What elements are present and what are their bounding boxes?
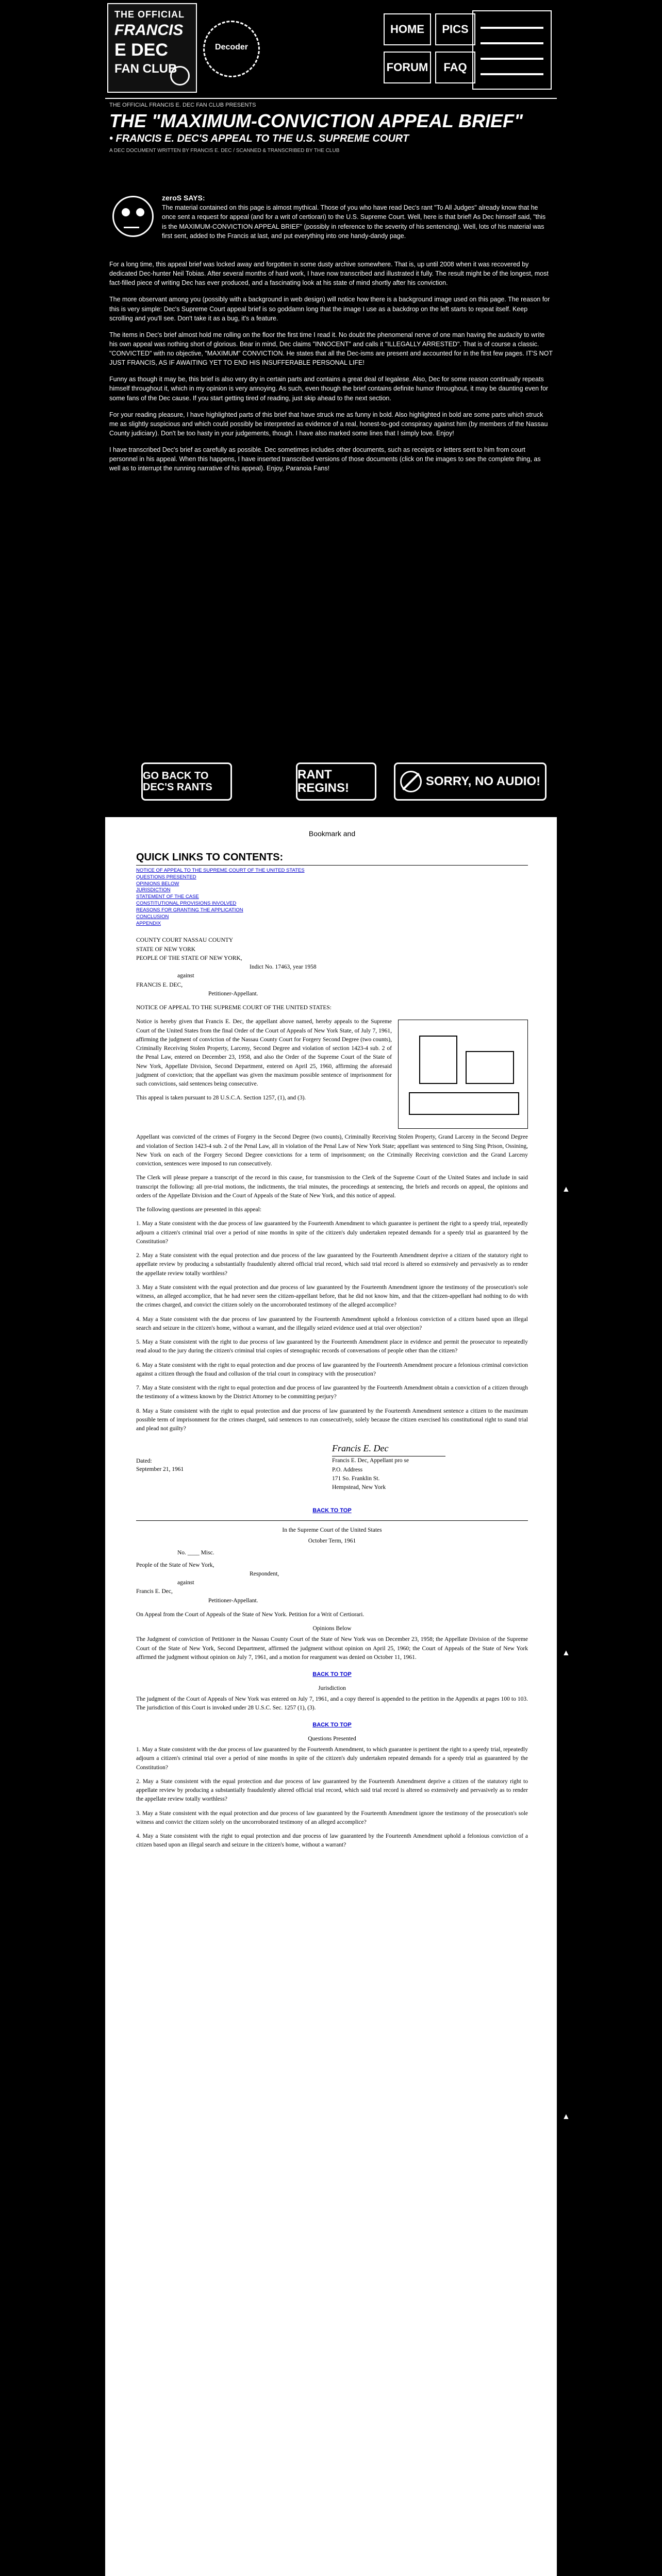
second-caption <box>136 1526 528 1605</box>
caption-line: COUNTY COURT NASSAU COUNTY <box>136 937 234 944</box>
mascot-eye <box>122 208 130 216</box>
opinions-text: The Judgment of conviction of Petitioner in the Nassau County Court of the State of New York was on December 23, 1958; the Appellate Division of the Supreme Court of the State of New York, Second Department, affirmed the judgment without opinion on April 25, 1960; the Court of Appeals of the State of New York affirmed the judgment without opinion on July 7, 1961, and a motion for reargument was denied on October 11, 1961. <box>136 1636 528 1660</box>
court-caption <box>136 936 528 998</box>
site-header <box>105 0 557 99</box>
header-graphic <box>472 10 552 90</box>
caption-line: No. ____ Misc. <box>177 1550 214 1556</box>
sketch-figure <box>419 1036 457 1084</box>
logo-line2: FRANCIS <box>114 22 184 39</box>
caption-line: Respondent, <box>250 1570 279 1577</box>
signature-block <box>332 1456 445 1492</box>
notice-paragraph: This appeal is taken pursuant to 28 U.S.C.A. Section 1257, (1), and (3). <box>136 1095 306 1101</box>
notice-paragraph: Appellant was convicted of the crimes of Forgery in the Second Degree (two counts), Criminally Receiving Stolen Property, Grand Larceny in the Second Degree and violation of Section 1423-4 sub. 2 of the Penal Law, all in violation of the Penal Law of New York State; appellant was sentenced to Sing Sing Prison, Ossining, New York on each of the Forgery Second Degree convictions for a term of imprisonment; on the Criminally Receiving conviction and the Grand Larceny conviction, sentences were imposed to run consecutively. <box>136 1134 528 1167</box>
rant-begins-button[interactable]: RANT REGINS! <box>296 762 376 801</box>
page-byline: A DEC DOCUMENT WRITTEN BY FRANCIS E. DEC / SCANNED & TRANSCRIBED BY THE CLUB <box>109 148 340 154</box>
signature-line: Hempstead, New York <box>332 1484 386 1491</box>
question-item: 2. May a State consistent with the equal protection and due process of law guaranteed by the Fourteenth Amendment deprive a citizen of the statutory right to appellate review by producing a substantially fraudulently altered official trial record, which said trial record is altered so extensively and pervasively as to render the appellate review totally worthless? <box>136 1778 528 1803</box>
caption-line: FRANCIS E. DEC, <box>136 981 183 988</box>
intro-section <box>105 188 557 754</box>
question-item: 7. May a State consistent with the right to equal protection and due process of law guaranteed by the Fourteenth Amendment obtain a conviction of a citizen through the testimony of a witness known by the District Attorney to be committing perjury? <box>136 1385 528 1400</box>
signature: Francis E. Dec <box>332 1443 389 1454</box>
signature-area <box>136 1442 528 1498</box>
divider <box>136 1520 528 1521</box>
courtroom-sketch-image[interactable] <box>398 1020 528 1129</box>
quick-link[interactable]: STATEMENT OF THE CASE <box>136 894 199 900</box>
question-item: 2. May a State consistent with the equal protection and due process of the law guaranteed by the Fourteenth Amendment deprive a citizen of the statutory right to appellate review by producing a substantially fraudulently altered official trial record, which said trial record is altered so extensively and pervasively as to render the appellate review totally worthless? <box>136 1252 528 1277</box>
dated-value: September 21, 1961 <box>136 1466 184 1473</box>
intro-paragraph: The more observant among you (possibly with a background in web design) will notice how there is a background image used on this page. The reason for this is very simple: Dec's Supreme Court appeal brief is so goddamn long that the image I use as a backdrop on the left starts to repeat itself. Keep scrolling and you'll see. Don't take it as a bug, it's a feature. <box>109 296 550 322</box>
back-to-top-link[interactable]: BACK TO TOP <box>312 1722 352 1728</box>
caption-line: PEOPLE OF THE STATE OF NEW YORK, <box>136 955 242 961</box>
question-item: 1. May a State consistent with the due process of law guaranteed by the Fourteenth Amendment to which guarantee is pertinent the right to a speedy trial, repeatedly adjourn a citizen's criminal trial over a period of nine months in spite of the citizen's duly undertaken repeated demands for a speedy trial as guaranteed by the Constitution? <box>136 1221 528 1245</box>
caption-line: October Term, 1961 <box>308 1538 356 1545</box>
page-subtitle: • FRANCIS E. DEC'S APPEAL TO THE U.S. SUPREME COURT <box>109 133 409 144</box>
notice-paragraph: Notice is hereby given that Francis E. Dec, the appellant above named, hereby appeals to the Supreme Court of the United States from the final Order of the Court of Appeals of New York State, of July 7, 1961, affirming the judgment of conviction of the Nassau County Court for Forgery Second Degree (two counts), Criminally Receiving Stolen Property, Larceny, Second Degree and violation of section 1423-4 sub. 2 of the Penal Law, entered on December 23, 1958, and also the Order of the Supreme Court of the State of New York, Appellate Division, Second Department, entered on April 25, 1960, affirming the aforesaid judgment of conviction; that the appellant was given the maximum possible sentence of imprisonment for such convictions, said sentences being consecutive. <box>136 1019 392 1088</box>
intro-paragraph: Funny as though it may be, this brief is also very dry in certain parts and contains a great deal of legalese. Also, Dec for some reason continually repeats himself throughout it, which in my opinion is very annoying. As such, even though the brief contains definite humor throughout, it may be daunting even for some fans of the Dec cause. If you start getting tired of reading, just skip ahead to the next section. <box>109 376 549 402</box>
intro-paragraph: For your reading pleasure, I have highlighted parts of this brief that have struck me as funny in bold. Also highlighted in bold are some parts which struck me as slightly suspicious and which could possibly be interpreted as evidence of a real, honest-to-god conspiracy against him (by members of the Nassau County judiciary). Don't be too hasty in your judgements, though. I have also marked some lines that I simply love. Enjoy! <box>109 411 548 437</box>
question-item: 4. May a State consistent with the due process of law guaranteed by the Fourteenth Amendment uphold a felonious conviction of a citizen based upon an illegal search and seizure in the citizen's home, without a warrant, and the illegally seized evidence used at trial over objection? <box>136 1316 528 1331</box>
logo-line1: THE OFFICIAL <box>114 9 185 20</box>
caption-line: Petitioner-Appellant. <box>208 990 258 997</box>
no-audio-icon <box>400 771 422 792</box>
caption-line: People of the State of New York, <box>136 1562 214 1568</box>
quick-links-title: QUICK LINKS TO CONTENTS: <box>136 850 528 866</box>
logo-circle-icon <box>170 66 190 86</box>
signature-line: Francis E. Dec, Appellant pro se <box>332 1458 409 1464</box>
header-graphic-bar <box>481 58 543 60</box>
nav-pics[interactable]: PICS <box>435 13 475 45</box>
no-audio-button[interactable] <box>394 762 547 801</box>
intro-body <box>109 260 553 480</box>
logo-line3: E DEC <box>114 40 168 60</box>
notice-title: NOTICE OF APPEAL TO THE SUPREME COURT OF THE UNITED STATES: <box>136 1005 332 1011</box>
page-title: THE "MAXIMUM-CONVICTION APPEAL BRIEF" <box>109 110 523 131</box>
question-item: 4. May a State consistent with the right to equal protection and due process of law guaranteed by the Fourteenth Amendment uphold a felonious conviction of a citizen based upon an illegal search and seizure in the citizen's home, without a warrant? <box>136 1833 528 1849</box>
intro-paragraph: The items in Dec's brief almost hold me rolling on the floor the first time I read it. No doubt the phenomenal nerve of one man having the audacity to write his own appeal was nothing short of glorious. Bear in mind, Dec claims "INNOCENT" and calls it "ILLEGALLY ARRESTED". That is of course a classic. "CONVICTED" with no objective, "MAXIMUM" CONVICTION. He states that all the Dec-isms are present and accounted for in the first few pages. IT'S NOT JUST FRANCIS, AS IF AWAITING YET TO END HIS INSUFFERABLE PERSONAL LIFE! <box>109 331 553 367</box>
scroll-up-arrow-icon[interactable]: ▲ <box>562 1649 570 1657</box>
editor-note <box>162 193 551 241</box>
question-item: 3. May a State consistent with the equal protection and due process of law guaranteed by the Fourteenth Amendment ignore the testimony of the prosecution's sole witness and convict the citizen solely on the uncorroborated testimony of an alleged accomplice? <box>136 1810 528 1825</box>
quick-link[interactable]: CONCLUSION <box>136 913 169 920</box>
mascot-eye <box>136 208 144 216</box>
caption-line: In the Supreme Court of the United States <box>282 1527 382 1533</box>
caption-line: STATE OF NEW YORK <box>136 946 196 953</box>
quick-link[interactable]: OPINIONS BELOW <box>136 880 179 887</box>
editor-name: zeroS SAYS: <box>162 194 205 202</box>
signature-line: P.O. Address <box>332 1466 363 1473</box>
site-logo[interactable] <box>107 3 197 93</box>
caption-line: Francis E. Dec, <box>136 1588 173 1595</box>
question-item: 8. May a State consistent with the right to equal protection and due process of law guaranteed by the Fourteenth Amendment sentence a citizen to the maximum possible term of imprisonment for the crimes charged, said sentences to run consecutively, solely because the citizen exercised his constitutional right to stand trial and plead not guilty? <box>136 1408 528 1432</box>
page-tagline: THE OFFICIAL FRANCIS E. DEC FAN CLUB PRESENTS <box>109 102 256 108</box>
notice-paragraph: The following questions are presented in this appeal: <box>136 1207 262 1213</box>
back-to-top-link[interactable]: BACK TO TOP <box>312 1671 352 1678</box>
brief-document <box>105 817 557 2576</box>
brief-content <box>136 822 528 1855</box>
back-to-top-link[interactable]: BACK TO TOP <box>312 1507 352 1514</box>
jurisdiction-title: Jurisdiction <box>318 1685 346 1691</box>
button-row <box>105 757 557 814</box>
sketch-figure <box>466 1051 514 1084</box>
logo-line4: FAN CLUB <box>114 62 177 76</box>
signature-line: 171 So. Franklin St. <box>332 1475 380 1482</box>
quick-links-list <box>136 868 528 927</box>
petition-line: On Appeal from the Court of Appeals of the State of New York. Petition for a Writ of Certiorari. <box>136 1611 365 1618</box>
header-graphic-bar <box>481 27 543 29</box>
nav-forum[interactable]: FORUM <box>384 52 431 83</box>
dated-label: Dated: <box>136 1458 152 1465</box>
title-section <box>105 100 557 188</box>
questions-title: Questions Presented <box>308 1735 356 1742</box>
question-item: 5. May a State consistent with the right to due process of law guaranteed by the Fourteenth Amendment place in evidence and permit the prosecutor to repeatedly read aloud to the jury during the citizen's criminal trial copies of stenographic records of conversations of people other than the citizen? <box>136 1339 528 1354</box>
mascot-icon <box>107 191 157 252</box>
caption-line: against <box>177 1580 194 1586</box>
caption-line: against <box>177 973 194 979</box>
intro-paragraph: For a long time, this appeal brief was locked away and forgotten in some dusty archive somewhere. That is, up until 2008 when it was recovered by dedicated Dec-hunter Neil Tobias. After several months of hard work, I have now transcribed and illustrated it fully. The result might be of the longest, most fact-filled piece of writing Dec has ever produced, and a fascinating look at his state of mind shortly after his conviction. <box>109 261 549 287</box>
editor-note-text: The material contained on this page is almost mythical. Those of you who have read Dec's rant "To All Judges" already know that he once sent a request for appeal (and for a writ of certiorari) to the U.S. Supreme Court. Well, here is that brief! As Dec himself said, "this is the MAXIMUM-CONVICTION APPEAL BRIEF" (possibly in reference to the severity of his sentencing). Well, lots of his material was first sent, added to the Francis at last, and put everything into one handy-dandy page. <box>162 204 546 240</box>
caption-line: Indict No. 17463, year 1958 <box>250 964 317 971</box>
question-item: 3. May a State consistent with the equal protection and due process of law guaranteed by the Fourteenth Amendment ignore the testimony of the prosecution's sole witness, an alleged accomplice, that he had never seen the citizen-appellant before, that he did not know him, and that the citizen-appellant had nothing to do with the crimes charged, and convict the citizen solely on the uncorroborated testimony of the alleged accomplice? <box>136 1284 528 1309</box>
sketch-figure <box>409 1092 519 1115</box>
quick-link[interactable]: CONSTITUTIONAL PROVISIONS INVOLVED <box>136 901 237 907</box>
badge-label: Decoder <box>214 43 249 52</box>
scroll-up-arrow-icon[interactable]: ▲ <box>562 2112 570 2121</box>
header-graphic-bar <box>481 73 543 75</box>
caption-line: Petitioner-Appellant. <box>208 1597 258 1604</box>
nav-home[interactable]: HOME <box>384 13 431 45</box>
quick-link[interactable]: JURISDICTION <box>136 887 171 893</box>
intro-paragraph: I have transcribed Dec's brief as carefully as possible. Dec sometimes includes other documents, such as receipts or letters sent to him from court personnel in his appeal. When this happens, I have inserted transcribed versions of those documents (click on the images to see the complete thing, as well as to interrupt the running narrative of his appeal). Enjoy, Paranoia Fans! <box>109 446 541 472</box>
scroll-up-arrow-icon[interactable]: ▲ <box>562 1185 570 1194</box>
quick-link[interactable]: NOTICE OF APPEAL TO THE SUPREME COURT OF THE UNITED STATES <box>136 868 305 873</box>
header-graphic-bar <box>481 42 543 44</box>
quick-link[interactable]: REASONS FOR GRANTING THE APPLICATION <box>136 907 243 913</box>
decoder-badge[interactable] <box>203 21 260 77</box>
opinions-title: Opinions Below <box>312 1625 352 1632</box>
notice-paragraph: The Clerk will please prepare a transcript of the record in this cause, for transmission to the Clerk of the Supreme Court of the United States and include in said transcript the following: all pre-trial motions, the indictments, the trial minutes, the proceedings at sentencing, the briefs and records on appeal, the opinions and orders of the Appellate Division and the Court of Appeals of the State of New York, and this notice of appeal. <box>136 1175 528 1199</box>
back-to-rants-button[interactable]: GO BACK TO DEC'S RANTS <box>141 762 232 801</box>
nav-faq[interactable]: FAQ <box>435 52 475 83</box>
question-item: 1. May a State consistent with the due process of law guaranteed by the Fourteenth Amendment, to which guarantee is pertinent the right to a speedy trial, repeatedly adjourn a citizen's criminal trial over a period of nine months in spite of the citizen's duly undertaken repeated demands for a speedy trial as guaranteed by the Constitution? <box>136 1747 528 1771</box>
no-audio-label: SORRY, NO AUDIO! <box>425 774 541 788</box>
question-item: 6. May a State consistent with the right to equal protection and due process of law guaranteed by the Fourteenth Amendment procure a felonious criminal conviction against a citizen through the fraud and collusion of the trial court in conspiracy with the prosecution? <box>136 1362 528 1377</box>
jurisdiction-text: The judgment of the Court of Appeals of New York was entered on July 7, 1961, and a copy thereof is appended to the petition in the Appendix at pages 100 to 103. The jurisdiction of this Court is invoked under 28 U.S.C. Sec. 1257 (1), (3). <box>136 1696 528 1711</box>
quick-link[interactable]: APPENDIX <box>136 920 161 926</box>
bookmark-link[interactable]: Bookmark and <box>308 829 356 838</box>
mascot-mouth <box>124 223 139 228</box>
quick-link[interactable]: QUESTIONS PRESENTED <box>136 874 196 880</box>
mascot-head <box>112 196 154 237</box>
